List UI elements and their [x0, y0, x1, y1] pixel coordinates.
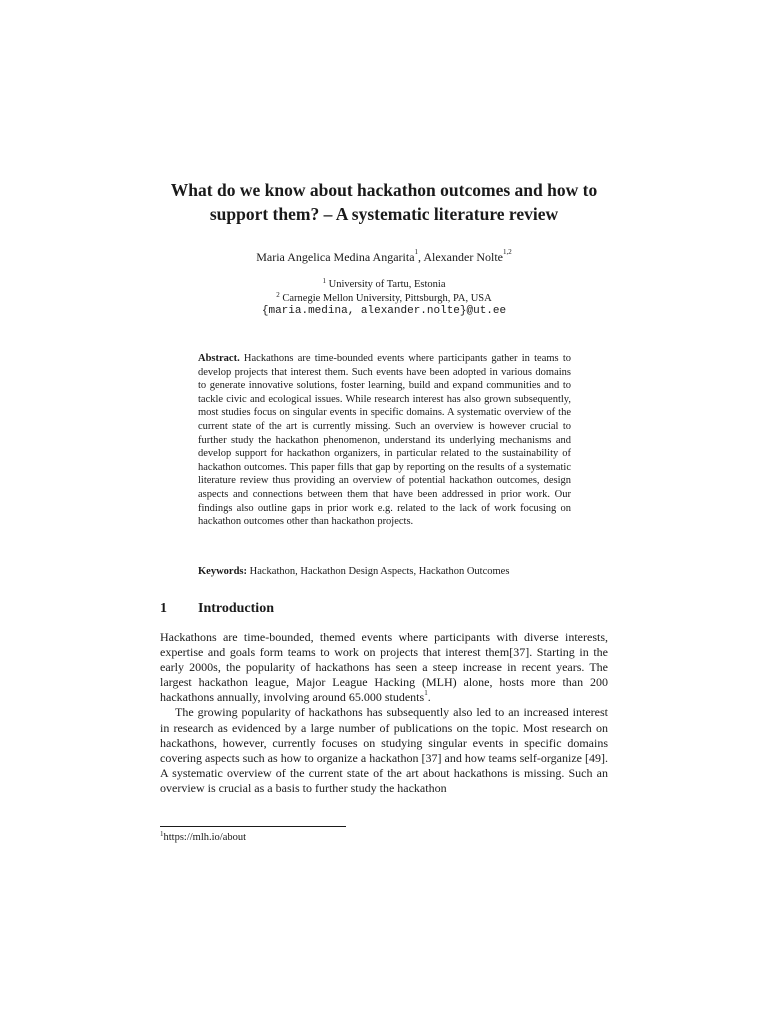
footnote-divider: [160, 826, 346, 827]
keywords: [198, 565, 571, 579]
body-text: [160, 630, 608, 796]
author-name: Maria Angelica Medina Angarita: [256, 250, 415, 264]
affiliations: [150, 278, 618, 319]
keywords-text: Hackathon, Hackathon Design Aspects, Hackathon Outcomes: [249, 566, 510, 577]
affiliation-line: $^2$ Carnegie Mellon University, Pittsburgh, PA, USA: [276, 290, 492, 304]
author-name: Alexander Nolte: [423, 250, 503, 264]
section-title: Introduction: [198, 601, 274, 616]
footnote-mark: 1: [160, 830, 164, 838]
abstract: [198, 352, 571, 529]
footnote-link[interactable]: https://mlh.io/about: [163, 832, 247, 843]
paper-title: What do we know about hackathon outcomes and how to support them? – A systematic literature review: [170, 180, 598, 224]
paragraph: Hackathons are time-bounded, themed events where participants with diverse interests, expertise and goals form teams to work on projects that interest them[37]. Starting in the early 2000s, the popularity of hackathons has seen a steep increase in recent years. The largest hackathon league, Major League Hacking (MLH) alone, hosts more than 200 hackathons annually, involving around 65.000 students$^1$.: [160, 630, 608, 705]
paragraph: The growing popularity of hackathons has subsequently also led to an increased interest in research as evidenced by a large number of publications on the topic. Most research on hackathons, however, currently focuses on studying singular events in specific domains covering aspects such as how to organize a hackathon [37] and how teams self-organize [49]. A systematic overview of the current state of the art about hackathons is missing. Such an overview is crucial as a basis to further study the hackathon: [160, 705, 608, 795]
section-heading: [160, 600, 274, 618]
abstract-label: Abstract.: [198, 353, 240, 364]
footnote-ref: 1: [424, 689, 428, 698]
author-email: {maria.medina, alexander.nolte}@ut.ee: [261, 305, 507, 317]
footnote: [160, 831, 246, 844]
affiliation-line: $^1$ University of Tartu, Estonia: [322, 277, 446, 290]
author-list: Maria Angelica Medina Angarita$^1$, Alexander Nolte$^{1,2}$: [256, 248, 512, 264]
abstract-text: Hackathons are time-bounded events where participants gather in teams to develop projects that interest them. Such events have been adopted in various domains to generate innovative solutions, foster learning, build and expand communities and to tackle civic and ecological issues. While research interest has also grown subsequently, most studies focus on singular events in specific domains. A systematic overview of the current state of the art is currently missing. Such an overview is however crucial to further study the hackathon phenomenon, understand its underlying mechanisms and develop support for hackathon organizers, in particular related to the sustainability of hackathon outcomes. This paper fills that gap by reporting on the results of a systematic literature review thus providing an overview of potential hackathon outcomes, design aspects and connections between them that have been addressed in prior work. Our findings also outline gaps in prior work e.g. related to the lack of work focusing on hackathon outcomes other than hackathon projects.: [198, 353, 571, 528]
author-affil-mark: 1,2: [503, 248, 512, 256]
keywords-label: Keywords:: [198, 566, 247, 577]
section-number: 1: [160, 601, 167, 616]
author-affil-mark: 1: [414, 248, 419, 256]
